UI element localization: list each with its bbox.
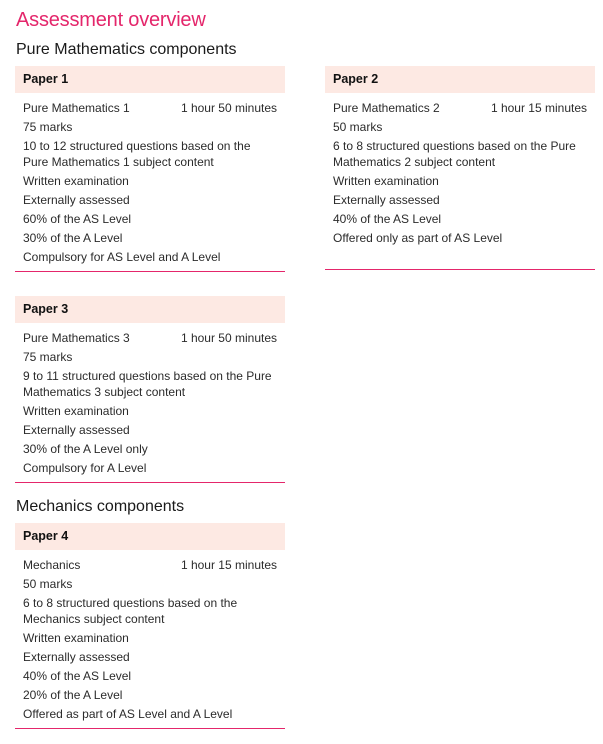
assessment-type: Externally assessed [23,423,130,437]
requirement-status: Compulsory for AS Level and A Level [23,250,221,264]
exam-duration: 1 hour 50 minutes [180,101,277,115]
section-heading-pure: Pure Mathematics components [16,41,237,58]
component-name: Pure Mathematics 2 [333,101,440,115]
paper-header: Paper 4 [15,523,285,550]
requirement-status: Offered as part of AS Level and A Level [23,707,233,721]
weighting-a: 30% of the A Level [23,231,123,245]
question-description: 6 to 8 structured questions based on the Pure Mathematics 2 subject content [333,139,576,169]
exam-duration: 1 hour 15 minutes [180,558,277,572]
question-description: 10 to 12 structured questions based on the Pure Mathematics 1 subject content [23,139,251,169]
marks: 50 marks [333,120,383,134]
page-title: Assessment overview [16,9,206,31]
marks: 75 marks [23,350,73,364]
component-name: Pure Mathematics 1 [23,101,130,115]
exam-duration: 1 hour 50 minutes [180,331,277,345]
requirement-status: Offered only as part of AS Level [333,231,503,245]
marks: 75 marks [23,120,73,134]
weighting-as: 40% of the AS Level [23,669,132,683]
exam-type: Written examination [23,174,129,188]
paper-card-1 [15,66,285,272]
requirement-status: Compulsory for A Level [23,461,147,475]
exam-type: Written examination [333,174,439,188]
paper-card-4 [15,523,285,729]
paper-card-2 [325,66,595,270]
exam-duration: 1 hour 15 minutes [490,101,587,115]
weighting-as: 60% of the AS Level [23,212,132,226]
component-name: Pure Mathematics 3 [23,331,130,345]
paper-header: Paper 3 [15,296,285,323]
paper-card-3 [15,296,285,483]
paper-header: Paper 1 [15,66,285,93]
question-description: 9 to 11 structured questions based on the Pure Mathematics 3 subject content [23,369,272,399]
assessment-type: Externally assessed [23,193,130,207]
assessment-type: Externally assessed [333,193,440,207]
paper-header: Paper 2 [325,66,595,93]
question-description: 6 to 8 structured questions based on the Mechanics subject content [23,596,238,626]
assessment-type: Externally assessed [23,650,130,664]
exam-type: Written examination [23,404,129,418]
weighting-a: 20% of the A Level [23,688,123,702]
marks: 50 marks [23,577,73,591]
exam-type: Written examination [23,631,129,645]
component-name: Mechanics [23,558,81,572]
weighting-a: 30% of the A Level only [23,442,148,456]
weighting-as: 40% of the AS Level [333,212,442,226]
section-heading-mechanics: Mechanics components [16,498,185,515]
